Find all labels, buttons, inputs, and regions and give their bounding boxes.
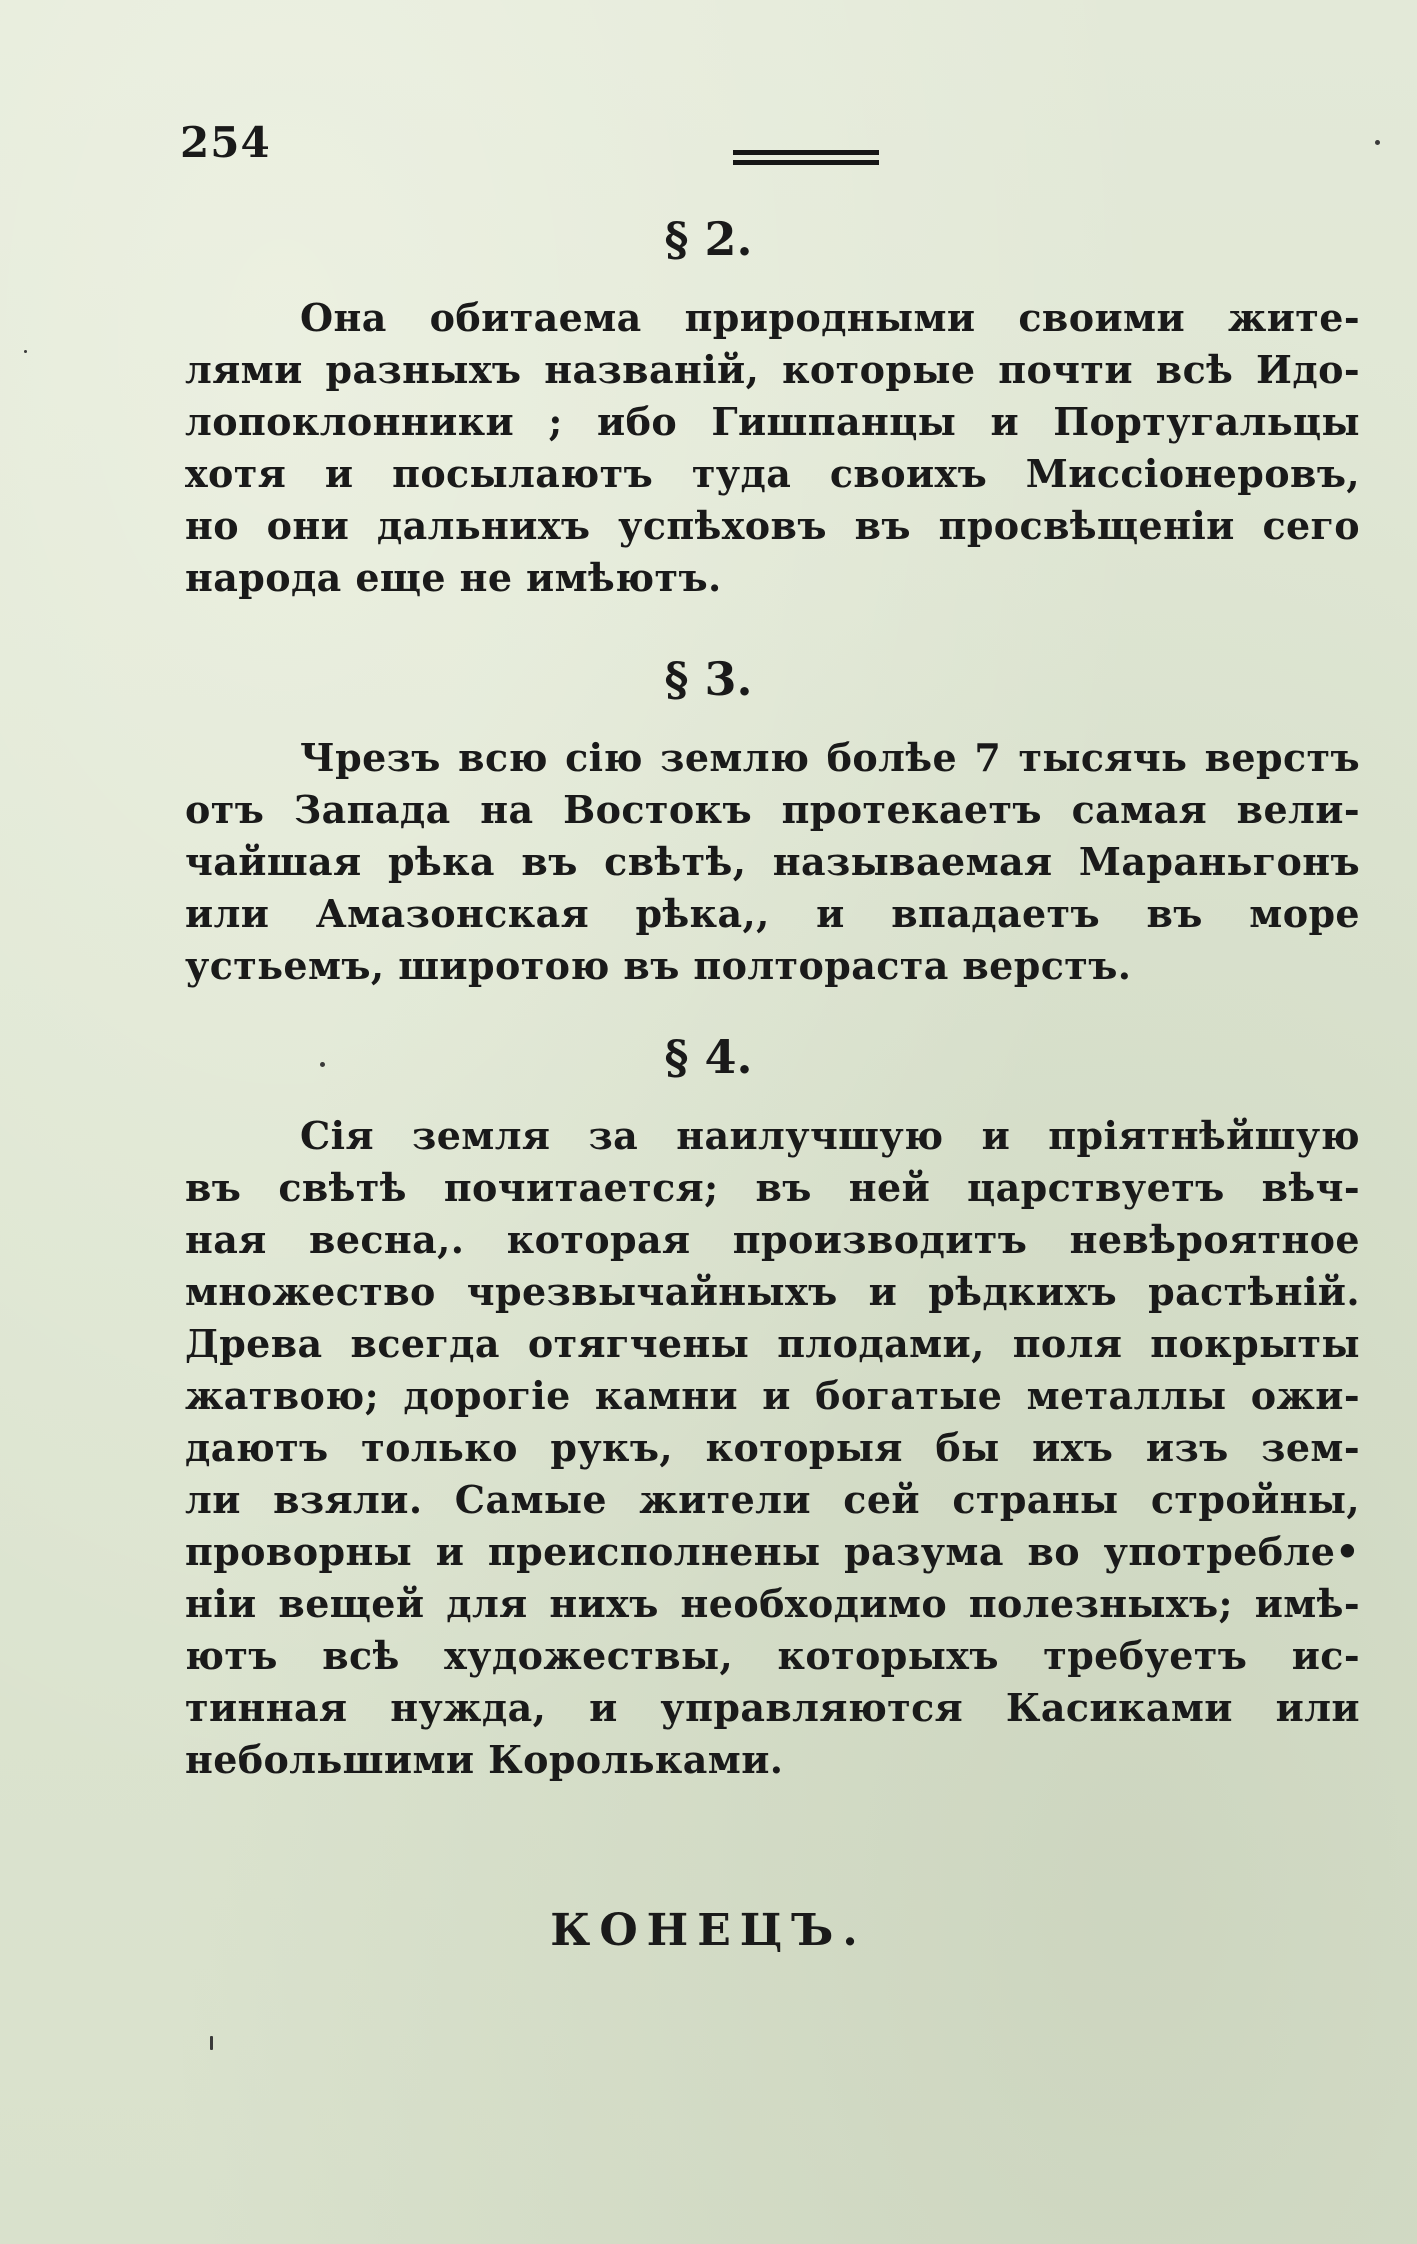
text-line: отъ Запада на Востокъ протекаетъ самая вели- xyxy=(185,787,1360,832)
ending-title: КОНЕЦЪ. xyxy=(550,1905,867,1956)
text-line: ная весна,. которая производитъ невѣроятное xyxy=(185,1217,1360,1262)
text-line: хотя и посылаютъ туда своихъ Миссіонеровъ, xyxy=(185,451,1360,496)
text-line: Древа всегда отягчены плодами, поля покрыты xyxy=(185,1321,1360,1366)
section-heading-3: § 3. xyxy=(664,652,753,706)
text-line: лопоклонники ; ибо Гишпанцы и Португальцы xyxy=(185,399,1360,444)
text-line: небольшими Корольками. xyxy=(185,1737,784,1782)
ink-speck xyxy=(24,350,27,353)
text-line: Она обитаема природными своими жите- xyxy=(300,295,1360,340)
text-line: Сія земля за наилучшую и пріятнѣйшую xyxy=(300,1113,1360,1158)
text-line: Чрезъ всю сію землю болѣе 7 тысячь верстъ xyxy=(300,735,1360,780)
text-line: ли взяли. Самые жители сей страны стройны, xyxy=(185,1477,1360,1522)
text-line: множество чрезвычайныхъ и рѣдкихъ растѣній. xyxy=(185,1269,1360,1314)
page-number: 254 xyxy=(180,118,271,167)
ink-speck xyxy=(320,1062,325,1067)
text-line: тинная нужда, и управляются Касиками или xyxy=(185,1685,1360,1730)
ink-speck xyxy=(1375,140,1380,145)
text-line: народа еще не имѣютъ. xyxy=(185,555,722,600)
text-line: устьемъ, широтою въ полтораста верстъ. xyxy=(185,943,1132,988)
text-line: проворны и преисполнены разума во употребле• xyxy=(185,1529,1360,1574)
header-rule-bottom xyxy=(733,160,879,165)
text-line: даютъ только рукъ, которыя бы ихъ изъ зем- xyxy=(185,1425,1360,1470)
section-heading-4: § 4. xyxy=(664,1030,753,1084)
section-paragraph-3 xyxy=(185,732,1360,992)
text-line: ніи вещей для нихъ необходимо полезныхъ; имѣ- xyxy=(185,1581,1360,1626)
text-line: въ свѣтѣ почитается; въ ней царствуетъ вѣч- xyxy=(185,1165,1360,1210)
text-line: или Амазонская рѣка,, и впадаетъ въ море xyxy=(185,891,1360,936)
section-heading-2: § 2. xyxy=(664,212,753,266)
header-double-rule xyxy=(733,150,879,166)
text-line: ютъ всѣ художествы, которыхъ требуетъ ис- xyxy=(185,1633,1360,1678)
section-paragraph-4 xyxy=(185,1110,1360,1786)
section-paragraph-2 xyxy=(185,292,1360,604)
text-line: чайшая рѣка въ свѣтѣ, называемая Мараньгонъ xyxy=(185,839,1360,884)
text-line: жатвою; дорогіе камни и богатые металлы ожи- xyxy=(185,1373,1360,1418)
text-line: но они дальнихъ успѣховъ въ просвѣщеніи сего xyxy=(185,503,1360,548)
text-line: лями разныхъ названій, которые почти всѣ Идо- xyxy=(185,347,1360,392)
ink-speck xyxy=(210,2036,213,2050)
header-rule-top xyxy=(733,150,879,155)
